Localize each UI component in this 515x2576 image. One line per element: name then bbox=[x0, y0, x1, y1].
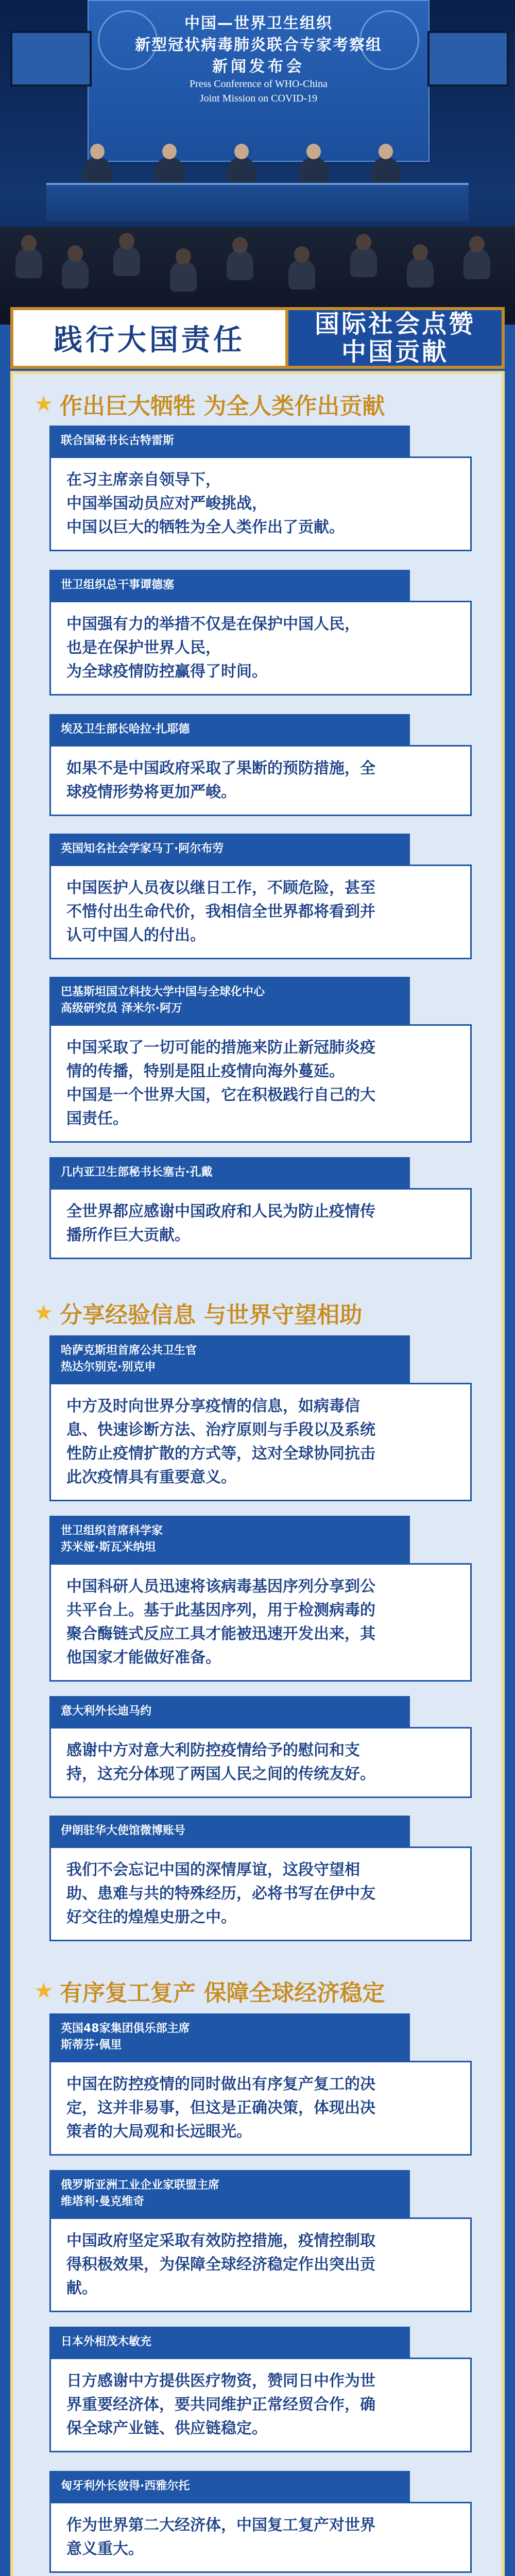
title-side-line-2: 中国贡献 bbox=[341, 337, 449, 366]
quote-line: 中国是一个世界大国，它在积极践行自己的大 bbox=[66, 1086, 375, 1104]
quote-line: 感谢中方对意大利防控疫情给予的慰问和支 bbox=[66, 1741, 360, 1759]
speaker-label-line: 巴基斯坦国立科技大学中国与全球化中心 bbox=[61, 986, 265, 998]
section-heading-text: 有序复工复产 保障全球经济稳定 bbox=[60, 1980, 385, 2006]
speaker-label bbox=[49, 834, 410, 865]
star-icon: ★ bbox=[34, 1300, 54, 1325]
speaker-label-line: 意大利外长迪马约 bbox=[61, 1705, 152, 1718]
press-backdrop bbox=[88, 0, 430, 162]
quote-line: 持，这充分体现了两国人民之间的传统友好。 bbox=[66, 1765, 375, 1783]
speaker-label-line: 哈萨克斯坦首席公共卫生官 bbox=[61, 1344, 197, 1357]
quote-card bbox=[49, 2327, 472, 2452]
quote-line: 中国医护人员夜以继日工作，不顾危险，甚至 bbox=[66, 879, 375, 897]
quote-line: 不惜付出生命代价，我相信全世界都将看到并 bbox=[66, 903, 375, 921]
quote-body bbox=[49, 456, 472, 551]
quote-line: 助、患难与共的特殊经历，必将书写在伊中友 bbox=[66, 1885, 375, 1903]
speaker-label-line: 联合国秘书长古特雷斯 bbox=[61, 434, 175, 447]
quote-line: 聚合酶链式反应工具才能被迅速开发出来，其 bbox=[66, 1625, 375, 1643]
speaker-label bbox=[49, 1516, 410, 1563]
quote-body bbox=[49, 1727, 472, 1798]
quote-card bbox=[49, 2471, 472, 2573]
quote-line: 中国采取了一切可能的措施来防止新冠肺炎疫 bbox=[66, 1039, 375, 1057]
title-ribbon bbox=[10, 307, 505, 371]
banner-line-2: 新型冠状病毒肺炎联合专家考察组 bbox=[135, 36, 382, 54]
hero-photo bbox=[0, 0, 515, 325]
quote-body bbox=[49, 2358, 472, 2452]
quote-line: 意义重大。 bbox=[66, 2540, 144, 2558]
speaker-label-line: 维塔利·曼克维奇 bbox=[61, 2195, 145, 2208]
section-heading bbox=[34, 1974, 385, 2007]
quote-line: 球疫情形势将更加严峻。 bbox=[66, 783, 236, 801]
audience-member bbox=[15, 247, 42, 278]
quote-card bbox=[49, 1157, 472, 1259]
speaker-label-line: 伊朗驻华大使馆微博账号 bbox=[61, 1824, 186, 1837]
banner-line-1: 中国—世界卫生组织 bbox=[184, 14, 333, 32]
section-heading bbox=[34, 1296, 362, 1329]
audience-member bbox=[288, 259, 315, 290]
quote-body bbox=[49, 1383, 472, 1501]
quote-card bbox=[49, 977, 472, 1143]
speaker-label bbox=[49, 2170, 410, 2217]
speaker-label bbox=[49, 1157, 410, 1188]
quote-line: 我们不会忘记中国的深情厚谊，这段守望相 bbox=[66, 1861, 360, 1879]
title-side-line-1: 国际社会点赞 bbox=[314, 310, 475, 338]
speaker-label bbox=[49, 977, 410, 1024]
quote-card bbox=[49, 1335, 472, 1501]
quote-body bbox=[49, 1188, 472, 1259]
quote-line: 此次疫情具有重要意义。 bbox=[66, 1468, 236, 1486]
quote-card bbox=[49, 2013, 472, 2156]
speaker-label-line: 苏米娅·斯瓦米纳坦 bbox=[61, 1541, 156, 1554]
speaker-label-line: 日本外相茂木敏充 bbox=[61, 2335, 152, 2348]
quote-line: 界重要经济体，要共同维护正常经贸合作，确 bbox=[66, 2396, 375, 2414]
quote-line: 息、快速诊断方法、治疗原则与手段以及系统 bbox=[66, 1421, 375, 1439]
quote-body bbox=[49, 2502, 472, 2573]
quote-line: 好交往的煌煌史册之中。 bbox=[66, 1908, 236, 1926]
quote-body bbox=[49, 865, 472, 959]
section-heading-text: 分享经验信息 与世界守望相助 bbox=[60, 1302, 363, 1328]
banner-line-4: Press Conference of WHO-China bbox=[190, 78, 328, 90]
quote-card bbox=[49, 426, 472, 551]
title-main bbox=[10, 307, 288, 369]
speaker-label bbox=[49, 570, 410, 601]
quote-line: 在习主席亲自领导下， bbox=[66, 471, 221, 489]
quote-line: 国责任。 bbox=[66, 1110, 128, 1128]
star-icon: ★ bbox=[34, 1978, 54, 2003]
speaker-label-line: 埃及卫生部长哈拉·扎耶德 bbox=[61, 723, 190, 736]
quote-body bbox=[49, 1024, 472, 1143]
audience-member bbox=[62, 258, 89, 289]
quote-body bbox=[49, 601, 472, 696]
audience-member bbox=[464, 248, 490, 279]
quote-line: 得积极效果，为保障全球经济稳定作出突出贡 bbox=[66, 2256, 375, 2274]
speaker-label bbox=[49, 1335, 410, 1383]
banner-line-3: 新闻发布会 bbox=[212, 58, 305, 76]
quote-line: 情的传播，特别是阻止疫情向海外蔓延。 bbox=[66, 1062, 345, 1080]
speaker-label-line: 英国48家集团俱乐部主席 bbox=[61, 2022, 190, 2035]
quote-card bbox=[49, 834, 472, 959]
quote-line: 共平台上。基于此基因序列，用于检测病毒的 bbox=[66, 1601, 375, 1619]
quote-line: 中国举国动员应对严峻挑战， bbox=[66, 495, 267, 513]
speaker-label bbox=[49, 2327, 410, 2358]
quote-line: 中国政府坚定采取有效防控措施，疫情控制取 bbox=[66, 2232, 375, 2250]
speaker-label-line: 几内亚卫生部秘书长塞古·孔戴 bbox=[61, 1166, 213, 1179]
speaker-label-line: 世卫组织首席科学家 bbox=[61, 1524, 163, 1537]
audience-member bbox=[170, 261, 197, 292]
speaker-label bbox=[49, 1696, 410, 1727]
quote-card bbox=[49, 2170, 472, 2312]
audience-member bbox=[113, 245, 140, 276]
quote-line: 保全球产业链、供应链稳定。 bbox=[66, 2419, 267, 2437]
quote-card bbox=[49, 1816, 472, 1941]
quote-line: 播所作巨大贡献。 bbox=[66, 1226, 190, 1244]
speaker-label-line: 热达尔别克·别克申 bbox=[61, 1361, 156, 1374]
quote-line: 日方感谢中方提供医疗物资，赞同日中作为世 bbox=[66, 2372, 375, 2390]
banner-line-5: Joint Mission on COVID-19 bbox=[199, 93, 318, 104]
side-screen-right bbox=[427, 31, 509, 87]
quote-card bbox=[49, 1516, 472, 1682]
quote-body bbox=[49, 2061, 472, 2156]
quote-card bbox=[49, 714, 472, 816]
quote-line: 定，这并非易事，但这是正确决策，体现出决 bbox=[66, 2099, 375, 2117]
quote-line: 中国强有力的举措不仅是在保护中国人民， bbox=[66, 615, 360, 633]
speaker-label bbox=[49, 426, 410, 456]
content-panel bbox=[10, 371, 505, 2576]
quote-line: 全世界都应感谢中国政府和人民为防止疫情传 bbox=[66, 1202, 375, 1221]
title-side bbox=[288, 307, 505, 369]
quote-line: 策者的大局观和长远眼光。 bbox=[66, 2123, 252, 2141]
speaker-label-line: 斯蒂芬·佩里 bbox=[61, 2039, 122, 2052]
quote-body bbox=[49, 2217, 472, 2312]
speaker-label-line: 俄罗斯亚洲工业企业家联盟主席 bbox=[61, 2179, 220, 2192]
audience-member bbox=[227, 249, 253, 280]
quote-line: 中方及时向世界分享疫情的信息，如病毒信 bbox=[66, 1397, 360, 1415]
quote-line: 中国以巨大的牺牲为全人类作出了贡献。 bbox=[66, 518, 345, 536]
speaker-label-line: 世卫组织总干事谭德塞 bbox=[61, 579, 175, 591]
quote-body bbox=[49, 745, 472, 816]
side-screen-left bbox=[10, 31, 92, 87]
star-icon: ★ bbox=[34, 391, 54, 416]
quote-card bbox=[49, 570, 472, 696]
speaker-label-line: 高级研究员 泽米尔·阿万 bbox=[61, 1002, 183, 1015]
quote-line: 也是在保护世界人民， bbox=[66, 639, 221, 657]
speaker-label-line: 英国知名社会学家马丁·阿尔布劳 bbox=[61, 842, 224, 855]
audience-member bbox=[407, 257, 434, 287]
quote-body bbox=[49, 1846, 472, 1941]
quote-body bbox=[49, 1563, 472, 1682]
quote-line: 作为世界第二大经济体，中国复工复产对世界 bbox=[66, 2516, 375, 2534]
press-table bbox=[46, 183, 469, 221]
quote-line: 中国在防控疫情的同时做出有序复产复工的决 bbox=[66, 2075, 375, 2093]
audience-member bbox=[350, 246, 377, 277]
speaker-label bbox=[49, 2013, 410, 2061]
quote-line: 他国家才能做好准备。 bbox=[66, 1649, 221, 1667]
title-main-text: 践行大国责任 bbox=[54, 323, 245, 357]
section-heading-text: 作出巨大牺牲 为全人类作出贡献 bbox=[60, 393, 385, 419]
quote-line: 如果不是中国政府采取了果断的预防措施，全 bbox=[66, 759, 375, 777]
quote-card bbox=[49, 1696, 472, 1798]
quote-line: 中国科研人员迅速将该病毒基因序列分享到公 bbox=[66, 1578, 375, 1596]
section-heading bbox=[34, 387, 385, 420]
quote-line: 认可中国人的付出。 bbox=[66, 926, 205, 944]
speaker-label bbox=[49, 2471, 410, 2502]
speaker-label-line: 匈牙利外长彼得·西雅尔托 bbox=[61, 2480, 190, 2493]
quote-line: 性防止疫情扩散的方式等，这对全球协同抗击 bbox=[66, 1445, 375, 1463]
speaker-label bbox=[49, 714, 410, 745]
quote-line: 为全球疫情防控赢得了时间。 bbox=[66, 663, 267, 681]
quote-line: 献。 bbox=[66, 2279, 97, 2297]
speaker-label bbox=[49, 1816, 410, 1846]
